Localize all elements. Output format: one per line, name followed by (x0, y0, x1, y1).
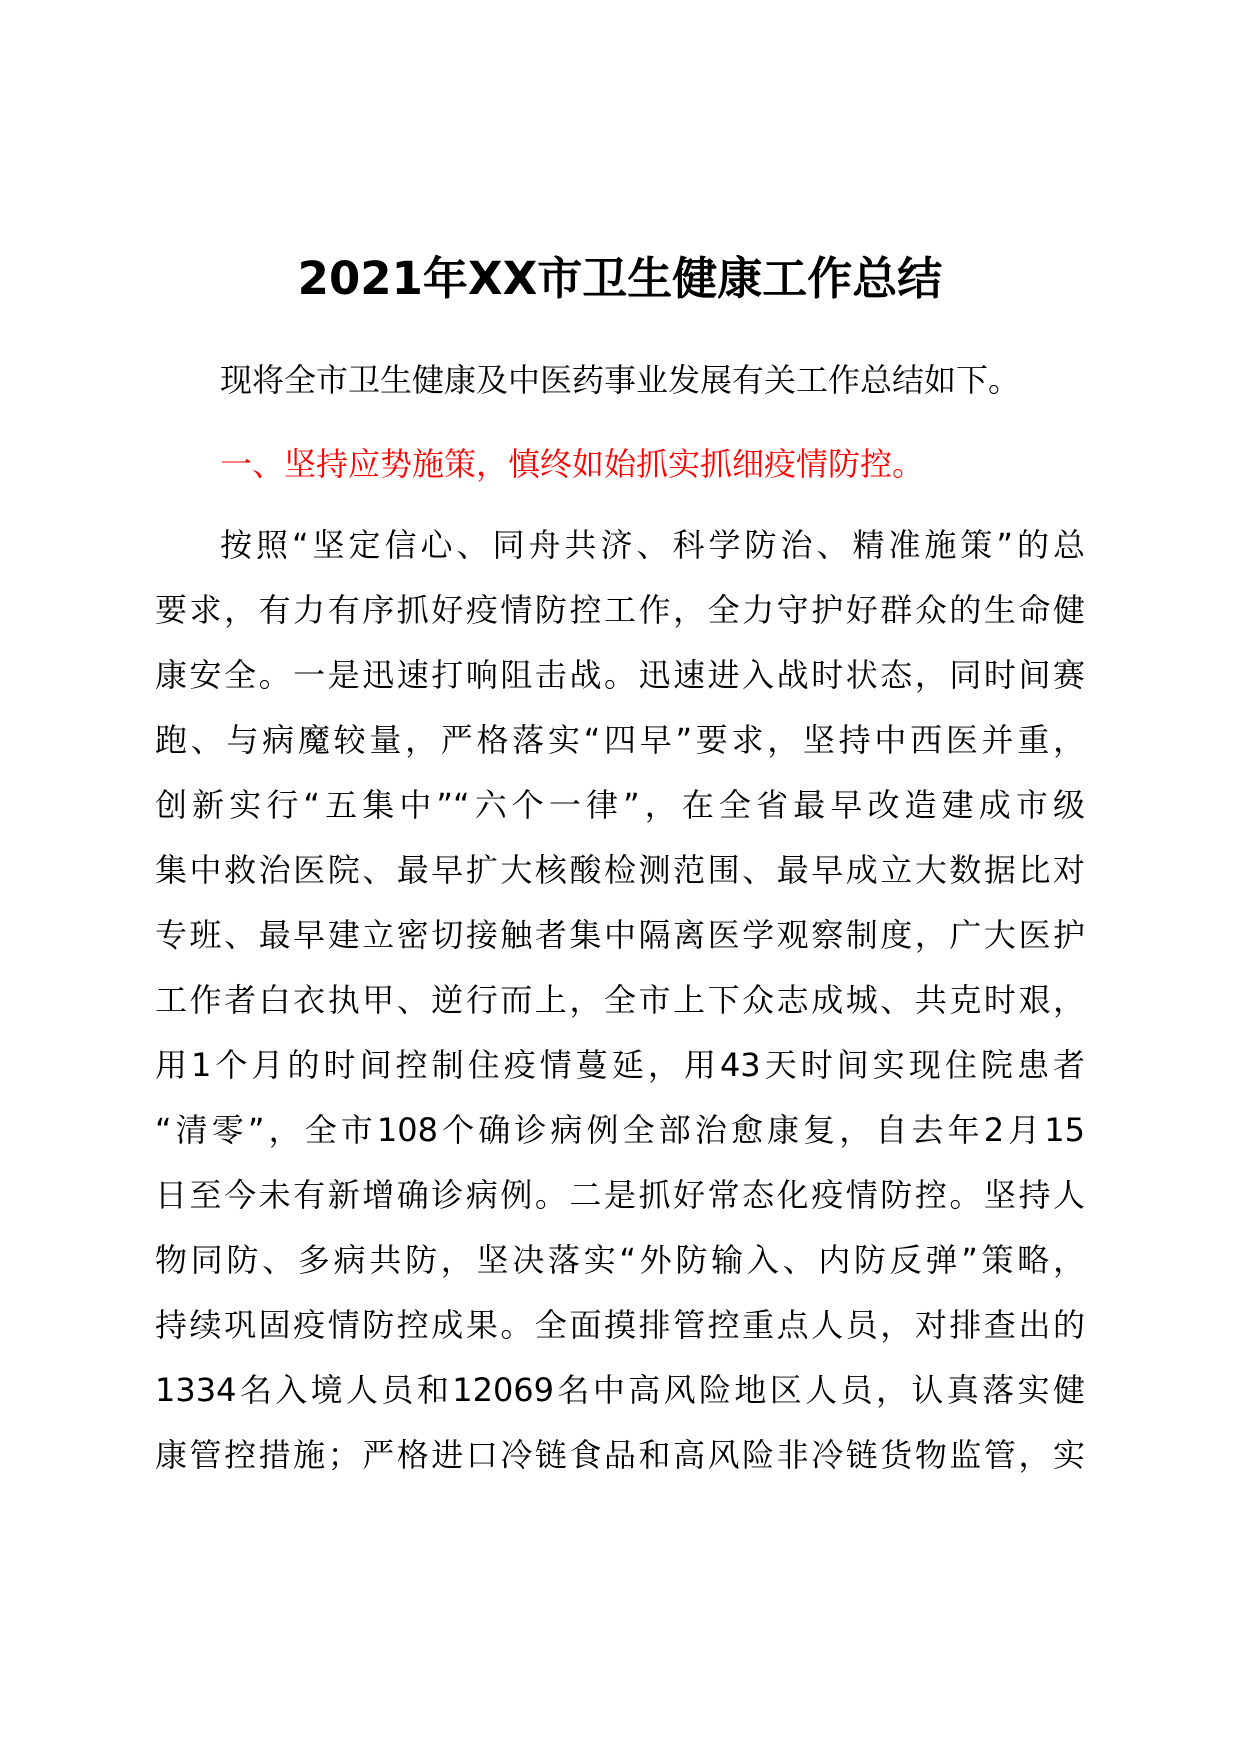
body-line: 物同防、多病共防，坚决落实“外防输入、内防反弹”策略， (155, 1241, 1085, 1279)
body-line: 按照“坚定信心、同舟共济、科学防治、精准施策”的总 (220, 526, 1085, 564)
body-line: 创新实行“五集中”“六个一律”，在全省最早改造建成市级 (155, 786, 1085, 824)
body-line: 用1个月的时间控制住疫情蔓延，用43天时间实现住院患者 (155, 1046, 1085, 1084)
body-line: 日至今未有新增确诊病例。二是抓好常态化疫情防控。坚持人 (155, 1176, 1085, 1214)
body-line: 1334名入境人员和12069名中高风险地区人员，认真落实健 (155, 1371, 1085, 1409)
body-line: 要求，有力有序抓好疫情防控工作，全力守护好群众的生命健 (155, 591, 1085, 629)
body-line: 康管控措施；严格进口冷链食品和高风险非冷链货物监管，实 (155, 1436, 1085, 1474)
body-line: “清零”，全市108个确诊病例全部治愈康复，自去年2月15 (155, 1111, 1085, 1149)
body-line: 跑、与病魔较量，严格落实“四早”要求，坚持中西医并重， (155, 721, 1085, 759)
body-line: 持续巩固疫情防控成果。全面摸排管控重点人员，对排查出的 (155, 1306, 1085, 1344)
document-title: 2021年XX市卫生健康工作总结 (297, 252, 943, 305)
body-line: 工作者白衣执甲、逆行而上，全市上下众志成城、共克时艰， (155, 981, 1085, 1019)
body-line: 专班、最早建立密切接触者集中隔离医学观察制度，广大医护 (155, 916, 1085, 954)
intro-paragraph: 现将全市卫生健康及中医药事业发展有关工作总结如下。 (220, 361, 1021, 399)
body-line: 集中救治医院、最早扩大核酸检测范围、最早成立大数据比对 (155, 851, 1085, 889)
section-heading: 一、坚持应势施策，慎终如始抓实抓细疫情防控。 (220, 445, 925, 483)
body-paragraph (155, 513, 1085, 1488)
body-line: 康安全。一是迅速打响阻击战。迅速进入战时状态，同时间赛 (155, 656, 1085, 694)
